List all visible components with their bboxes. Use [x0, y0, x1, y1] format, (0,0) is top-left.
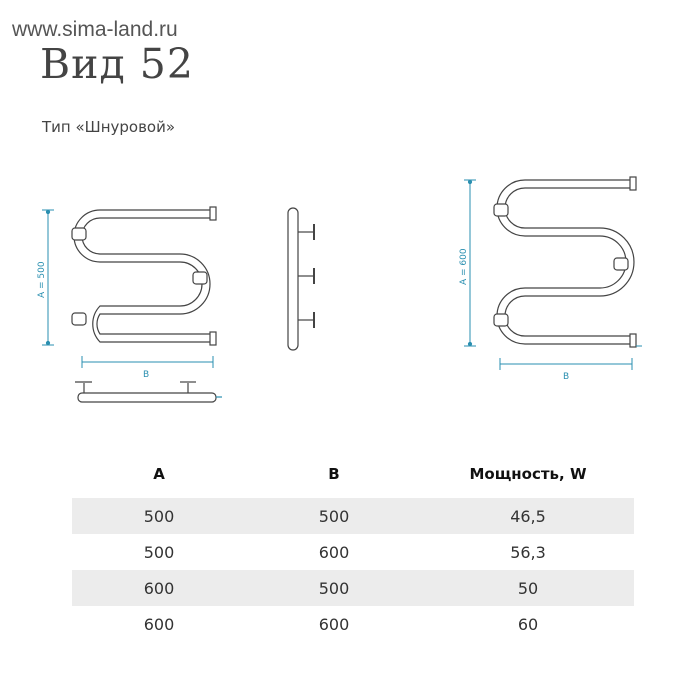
dim-a-500-label: A = 500	[37, 261, 47, 298]
table-row	[72, 498, 634, 534]
bottom-view	[75, 382, 222, 402]
cell-b: 500	[246, 498, 422, 534]
dim-b-left-label: B	[143, 370, 150, 380]
dim-b-right-label: B	[563, 372, 570, 382]
dimension-b-left	[82, 356, 213, 368]
header-power: Мощность, W	[469, 465, 587, 483]
side-view	[288, 208, 314, 350]
watermark-text: www.sima-land.ru	[12, 18, 178, 41]
cell-a: 600	[143, 614, 175, 634]
table-header-row	[72, 458, 634, 498]
cell-a: 600	[72, 570, 246, 606]
dimension-b-right	[500, 346, 642, 370]
table-row	[72, 570, 634, 606]
header-a: A	[153, 465, 165, 483]
cell-a: 500	[72, 498, 246, 534]
cell-b: 600	[318, 542, 350, 562]
cell-b: 600	[318, 614, 350, 634]
header-b: B	[328, 465, 340, 483]
cell-power: 50	[422, 570, 634, 606]
front-view-600	[494, 177, 636, 347]
page-title: Вид 52	[40, 40, 194, 88]
table-row	[72, 534, 634, 570]
cell-a: 500	[143, 542, 175, 562]
specifications-table	[72, 458, 634, 642]
table-row	[72, 606, 634, 642]
cell-power: 56,3	[510, 542, 546, 562]
cell-power: 46,5	[422, 498, 634, 534]
cell-power: 60	[517, 614, 539, 634]
dim-a-600-label: A = 600	[459, 248, 469, 285]
cell-b: 500	[246, 570, 422, 606]
page-subtitle: Тип «Шнуровой»	[42, 118, 176, 136]
front-view-500	[72, 207, 216, 345]
